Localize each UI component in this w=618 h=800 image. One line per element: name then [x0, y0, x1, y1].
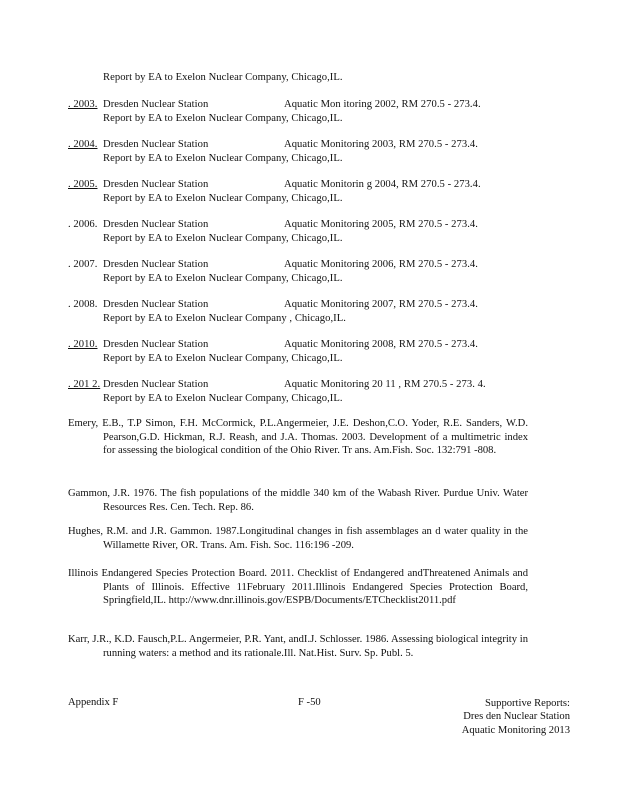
reference-report-line: Report by EA to Exelon Nuclear Company, Chicago,IL. [103, 153, 343, 164]
reference-aquatic-monitoring: Aquatic Monitoring 2008, RM 270.5 - 273.4. [284, 339, 478, 350]
reference-station-title: Dresden Nuclear Station [103, 259, 209, 270]
reference-year: . 2010. [68, 339, 98, 350]
reference-station-title: Dresden Nuclear Station [103, 219, 209, 230]
footer-right-line-1: Supportive Reports: [484, 698, 570, 709]
reference-report-line: Report by EA to Exelon Nuclear Company, Chicago,IL. [103, 393, 343, 404]
reference-station-title: Dresden Nuclear Station [103, 339, 209, 350]
top-report-line: Report by EA to Exelon Nuclear Company, Chicago,IL. [103, 72, 343, 83]
footer-appendix: Appendix F [68, 697, 119, 708]
reference-emery [68, 417, 528, 458]
reference-station-title: Dresden Nuclear Station [103, 379, 209, 390]
reference-report-line: Report by EA to Exelon Nuclear Company , Chicago,IL. [103, 313, 346, 324]
reference-gammon [68, 487, 528, 514]
reference-text: Hughes, R.M. and J.R. Gammon. 1987.Longitudinal changes in fish assemblages an d water quality in the Willamette River, OR. Trans. Am. Fish. Soc. 116:196 -209. [68, 526, 528, 551]
reference-year: . 2008. [68, 299, 98, 310]
reference-report-line: Report by EA to Exelon Nuclear Company, Chicago,IL. [103, 233, 343, 244]
reference-text: Illinois Endangered Species Protection Board. 2011. Checklist of Endangered andThreatened Animals and Plants of Illinois. Effective 11February 2011.Illinois Endangered Species Protection Board, Springfield,IL. http://www.dnr.illinois.gov/ESPB/Documents/ETChecklist2011.pdf [68, 568, 528, 607]
reference-year: . 2007. [68, 259, 98, 270]
reference-year: . 2005. [68, 179, 98, 190]
reference-illinois-endangered [68, 567, 528, 608]
reference-aquatic-monitoring: Aquatic Monitoring 2007, RM 270.5 - 273.4. [284, 299, 478, 310]
footer-page-number: F -50 [298, 697, 321, 708]
reference-report-line: Report by EA to Exelon Nuclear Company, Chicago,IL. [103, 273, 343, 284]
reference-aquatic-monitoring: Aquatic Monitoring 20 11 , RM 270.5 - 273. 4. [284, 379, 486, 390]
footer-report-info [462, 697, 570, 737]
reference-station-title: Dresden Nuclear Station [103, 99, 209, 110]
footer-right-line-2: Dres den Nuclear Station [463, 711, 570, 723]
reference-aquatic-monitoring: Aquatic Mon itoring 2002, RM 270.5 - 273.4. [284, 99, 481, 110]
reference-aquatic-monitoring: Aquatic Monitoring 2005, RM 270.5 - 273.4. [284, 219, 478, 230]
reference-aquatic-monitoring: Aquatic Monitorin g 2004, RM 270.5 - 273.4. [284, 179, 481, 190]
reference-station-title: Dresden Nuclear Station [103, 179, 209, 190]
reference-aquatic-monitoring: Aquatic Monitoring 2003, RM 270.5 - 273.4. [284, 139, 478, 150]
reference-year: . 201 2. [68, 379, 101, 390]
reference-station-title: Dresden Nuclear Station [103, 139, 209, 150]
reference-year: . 2004. [68, 139, 98, 150]
reference-text: Gammon, J.R. 1976. The fish populations of the middle 340 km of the Wabash River. Purdue Univ. Water Resources Res. Cen. Tech. Rep. 86. [68, 488, 528, 513]
reference-station-title: Dresden Nuclear Station [103, 299, 209, 310]
reference-report-line: Report by EA to Exelon Nuclear Company, Chicago,IL. [103, 353, 343, 364]
reference-report-line: Report by EA to Exelon Nuclear Company, Chicago,IL. [103, 193, 343, 204]
reference-report-line: Report by EA to Exelon Nuclear Company, Chicago,IL. [103, 113, 343, 124]
reference-year: . 2006. [68, 219, 98, 230]
footer-right-line-3: Aquatic Monitoring 2013 [461, 724, 570, 736]
reference-text: Karr, J.R., K.D. Fausch,P.L. Angermeier, P.R. Yant, andI.J. Schlosser. 1986. Assessing biological integrity in running waters: a method and its rationale.Ill. Nat.Hist. Surv. Sp. Publ. 5. [68, 634, 528, 659]
reference-hughes [68, 525, 528, 552]
reference-text: Emery, E.B., T.P Simon, F.H. McCormick, P.L.Angermeier, J.E. Deshon,C.O. Yoder, R.E. Sanders, W.D. Pearson,G.D. Hickman, R.J. Reash, and J.A. Thomas. 2003. Development of a multimetric index for assessing the biological condition of the Ohio River. Tr ans. Am.Fish. Soc. 132:791 -808. [68, 418, 528, 457]
reference-karr [68, 633, 528, 660]
reference-year: . 2003. [68, 99, 98, 110]
reference-aquatic-monitoring: Aquatic Monitoring 2006, RM 270.5 - 273.4. [284, 259, 478, 270]
